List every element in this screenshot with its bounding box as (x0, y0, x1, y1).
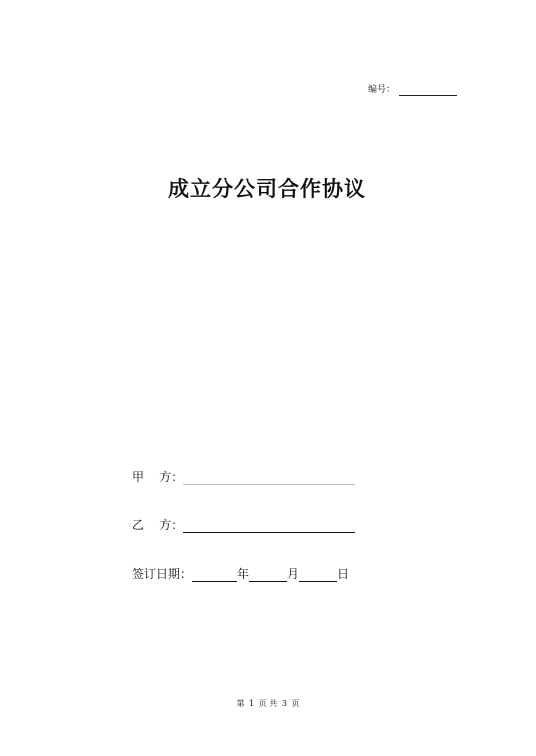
serial-number-blank[interactable] (399, 86, 457, 96)
month-label: 月 (287, 567, 300, 581)
party-b-label: 乙 方： (132, 518, 184, 532)
day-label: 日 (337, 567, 350, 581)
document-title (0, 173, 536, 203)
document-title-text: 成立分公司合作协议 (168, 176, 366, 201)
page-number: 1 (249, 699, 255, 708)
serial-number-label: 编号： (368, 85, 396, 95)
sign-date-field (132, 566, 349, 582)
page-total: 3 (281, 699, 287, 708)
party-b-field (132, 517, 355, 533)
page-prefix: 第 (236, 699, 245, 708)
year-blank[interactable] (192, 569, 237, 582)
page-mid: 页 共 (258, 699, 278, 708)
page-footer (0, 698, 536, 709)
party-a-field (132, 469, 355, 485)
month-blank[interactable] (249, 569, 287, 582)
sign-date-label: 签订日期： (132, 567, 193, 581)
party-b-blank[interactable] (183, 520, 355, 533)
party-a-blank[interactable] (183, 472, 355, 485)
party-a-label: 甲 方： (132, 470, 184, 484)
year-label: 年 (237, 567, 250, 581)
page-suffix: 页 (291, 699, 300, 708)
serial-number-field (368, 84, 457, 96)
day-blank[interactable] (299, 569, 337, 582)
